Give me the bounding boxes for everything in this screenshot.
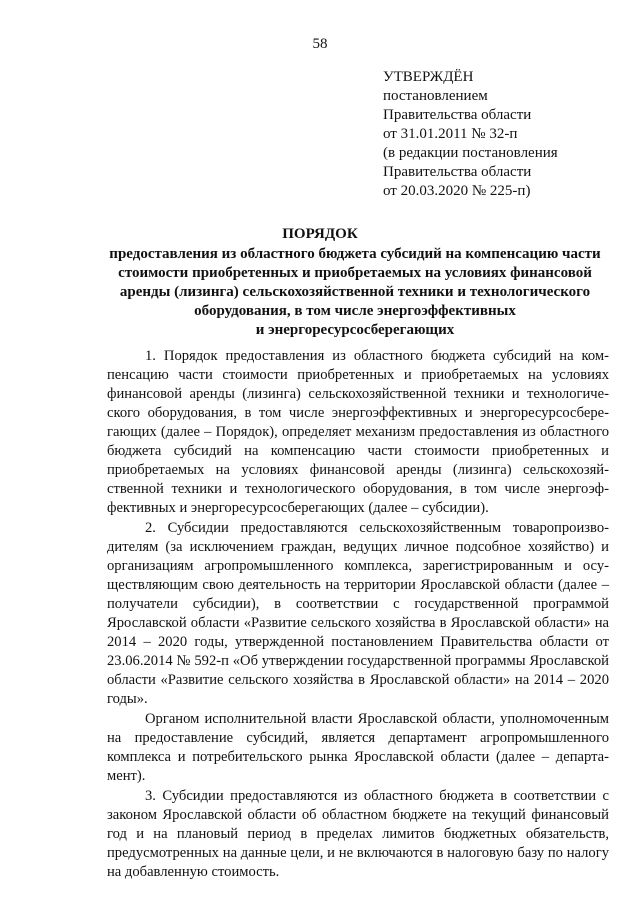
approval-line: от 20.03.2020 № 225-п) — [383, 183, 531, 199]
subtitle-line: и энергоресурсосберегающих — [255, 322, 455, 338]
subtitle-line: аренды (лизинга) сельскохозяйственной техники и технологического — [119, 284, 591, 300]
approval-line: от 31.01.2011 № 32-п — [383, 126, 518, 142]
paragraph-4: 3. Субсидии предоставляются из областного бюджета в соответствии с законом Ярославской области об областном бюджете на текущий финансовый год и на плановый период в пределах лимитов бюджетных обязательств, предусмотренных на данные цели, и не включаются в налоговую базу по налогу на добавленную стоимость. — [107, 788, 609, 880]
approval-line: Правительства области — [383, 107, 532, 123]
subtitle-line: оборудования, в том числе энергоэффективных — [194, 303, 516, 319]
approval-line: (в редакции постановления — [383, 145, 558, 161]
document-subtitle — [100, 245, 610, 340]
subtitle-line: предоставления из областного бюджета субсидий на компенсацию части — [109, 246, 601, 262]
subtitle-line: стоимости приобретенных и приобретаемых на условиях финансовой — [118, 265, 592, 281]
document-body — [107, 347, 609, 883]
document-title: ПОРЯДОК — [282, 226, 358, 242]
approval-line: УТВЕРЖДЁН — [383, 69, 474, 85]
paragraph-3: Органом исполнительной власти Ярославской области, уполномоченным на предоставление субсидий, является департамент агропромышленного комплекса и потребительского рынка Ярославской области (далее – департамент). — [107, 711, 609, 784]
page-number: 58 — [312, 36, 328, 52]
approval-stamp — [383, 68, 558, 201]
approval-line: Правительства области — [383, 164, 532, 180]
paragraph-2: 2. Субсидии предоставляются сельскохозяйственным товаропроизводителям (за исключением граждан, ведущих личное подсобное хозяйство) и организациям агропромышленного комплекса, зарегистрированным и осуществляющим свою деятельность на территории Ярославской области (далее – получатели субсидии), в соответствии с государственной программой Ярославской области «Развитие сельского хозяйства в Ярославской области» на 2014 – 2020 годы, утвержденной постановлением Правительства области от 23.06.2014 № 592-п «Об утверждении государственной программы Ярославской области «Развитие сельского хозяйства в Ярославской области» на 2014 – 2020 годы». — [107, 520, 609, 707]
approval-line: постановлением — [383, 88, 488, 104]
paragraph-1: 1. Порядок предоставления из областного бюджета субсидий на компенсацию части стоимости приобретенных и приобретаемых на условиях финансовой аренды (лизинга) сельскохозяйственной техники и технологического оборудования, в том числе энергоэффективных и энергоресурсосберегающих (далее – Порядок), определяет механизм предоставления из областного бюджета субсидий на компенсацию части стоимости приобретенных и приобретаемых на условиях финансовой аренды (лизинга) сельскохозяйственной техники и технологического оборудования, в том числе энергоэффективных и энергоресурсосберегающих (далее – субсидии). — [107, 348, 609, 516]
